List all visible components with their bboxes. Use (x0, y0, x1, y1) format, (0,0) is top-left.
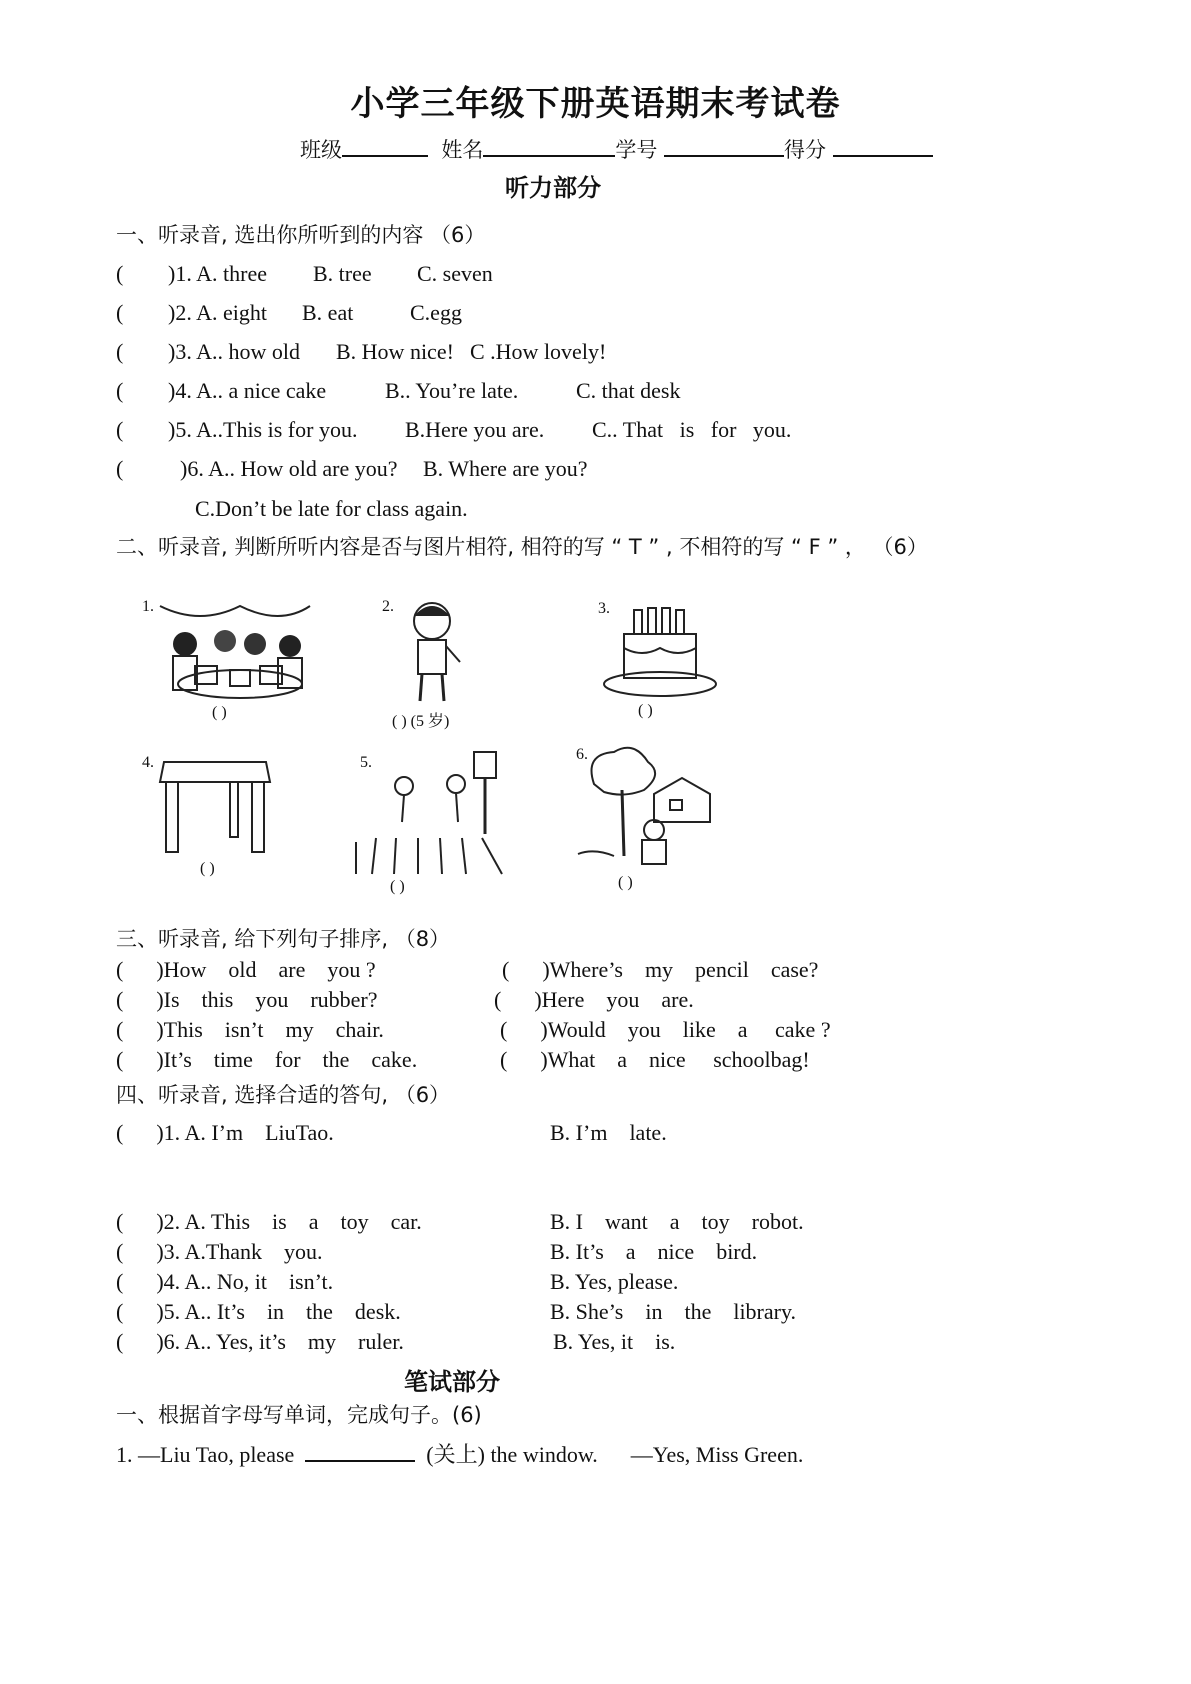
answer-option-a: ( )2. A. This is a toy car. (116, 1209, 422, 1234)
student-info-line (300, 134, 933, 164)
option-a: )3. A.. how old (168, 339, 300, 364)
part1-heading: 一、听录音, 选出你所听到的内容 （6） (116, 223, 486, 247)
desk-picture-icon (140, 752, 280, 857)
answer-paren: ( (116, 378, 124, 403)
order-sentence-left: ( )It’s time for the cake. (116, 1047, 418, 1072)
boy-picture-icon (380, 596, 500, 711)
answer-paren: ( (116, 261, 124, 286)
answer-blank[interactable] (305, 1440, 415, 1462)
answer-option-b: B. Yes, please. (550, 1269, 679, 1294)
option-a: )1. A. three (168, 261, 267, 286)
answer-option-b: B. I’m late. (550, 1120, 667, 1145)
answer-paren: ( (116, 456, 124, 481)
writing1-heading: 一、根据首字母写单词，完成句子。(6) (116, 1403, 482, 1427)
option-c: C.egg (410, 300, 462, 325)
order-sentence-right: ( )What a nice schoolbag! (500, 1047, 810, 1072)
option-c: C. that desk (576, 378, 681, 403)
score-blank[interactable] (833, 135, 933, 157)
option-b: B. How nice! (336, 339, 454, 364)
option-b: B. tree (313, 261, 372, 286)
party-picture-icon (140, 596, 320, 711)
number-blank[interactable] (664, 135, 784, 157)
option-b: B.Here you are. (405, 417, 545, 442)
class-label: 班级 (300, 138, 342, 162)
option-a: )6. A.. How old are you? (180, 456, 398, 481)
picture-1: 1. ( ) (140, 596, 320, 716)
answer-option-b: B. I want a toy robot. (550, 1209, 804, 1234)
cake-picture-icon (596, 598, 726, 703)
picture-5: 5. ( ) (352, 752, 512, 882)
answer-option-b: B. She’s in the library. (550, 1299, 797, 1324)
answer-paren: ( (116, 339, 124, 364)
picture-3: 3. ( ) (596, 598, 726, 708)
answer-option-a: ( )6. A.. Yes, it’s my ruler. (116, 1329, 404, 1354)
name-blank[interactable] (483, 135, 615, 157)
order-sentence-left: ( )This isn’t my chair. (116, 1017, 384, 1042)
listening-section-title: 听力部分 (505, 174, 601, 202)
answer-option-b: B. It’s a nice bird. (550, 1239, 758, 1264)
picture-2: 2. ( ) (5 岁) (380, 596, 500, 716)
option-c: C .How lovely! (470, 339, 607, 364)
picture-6: 6. ( ) (574, 744, 724, 874)
answer-option-a: ( )1. A. I’m LiuTao. (116, 1120, 334, 1145)
class-blank[interactable] (342, 135, 428, 157)
answer-option-b: B. Yes, it is. (553, 1329, 676, 1354)
answer-option-a: ( )5. A.. It’s in the desk. (116, 1299, 401, 1324)
option-b: B. eat (302, 300, 354, 325)
answer-paren: ( (116, 300, 124, 325)
option-b: B.. You’re late. (385, 378, 519, 403)
crossing-picture-icon (352, 752, 512, 877)
part4-heading: 四、听录音, 选择合适的答句, （6） (116, 1083, 451, 1107)
part2-heading: 二、听录音, 判断所听内容是否与图片相符, 相符的写 “ T ” , 不相符的写 “ F ” ， （6） (116, 535, 928, 559)
order-sentence-right: ( )Where’s my pencil case? (502, 957, 819, 982)
order-sentence-left: ( )How old are you ? (116, 957, 376, 982)
order-sentence-right: ( )Would you like a cake ? (500, 1017, 831, 1042)
picture-4: 4. ( ) (140, 752, 280, 862)
score-label: 得分 (784, 138, 827, 162)
answer-option-a: ( )4. A.. No, it isn’t. (116, 1269, 334, 1294)
order-sentence-left: ( )Is this you rubber? (116, 987, 378, 1012)
answer-paren: ( (116, 417, 124, 442)
option-c: C. seven (417, 261, 493, 286)
writing-section-title: 笔试部分 (404, 1368, 500, 1396)
house-picture-icon (574, 744, 724, 869)
answer-option-a: ( )3. A.Thank you. (116, 1239, 323, 1264)
name-label: 姓名 (441, 138, 484, 162)
option-a: )5. A..This is for you. (168, 417, 358, 442)
option-a: )2. A. eight (168, 300, 267, 325)
option-a: )4. A.. a nice cake (168, 378, 327, 403)
order-sentence-right: ( )Here you are. (494, 987, 694, 1012)
writing1-question-1: 1. —Liu Tao, please (关上) the window. —Yes, Miss Green. (116, 1442, 804, 1467)
number-label: 学号 (615, 138, 658, 162)
option-b: B. Where are you? (423, 456, 588, 481)
option-c: C.. That is for you. (592, 417, 792, 442)
page-title: 小学三年级下册英语期末考试卷 (350, 84, 841, 124)
part3-heading: 三、听录音, 给下列句子排序, （8） (116, 927, 451, 951)
part1-extra-option: C.Don’t be late for class again. (195, 496, 468, 521)
